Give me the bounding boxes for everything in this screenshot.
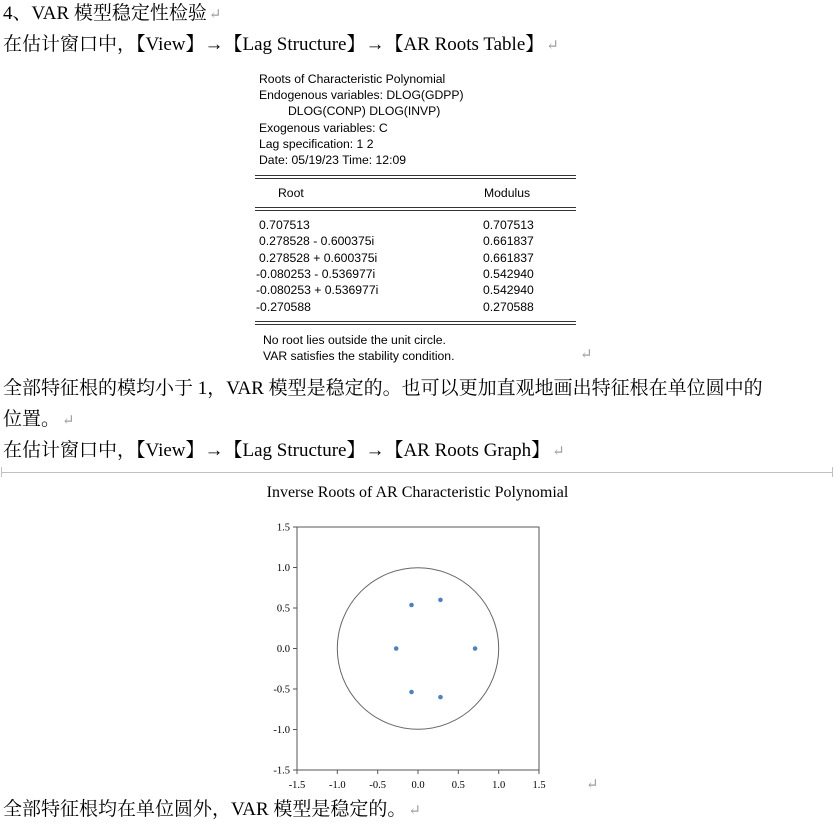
row-root: 0.278528 + 0.600375i: [259, 251, 378, 265]
paragraph-mark: ↵: [552, 444, 565, 460]
root-points: [394, 598, 478, 700]
y-tick-label: 1.5: [276, 522, 290, 534]
x-tick-label: 1.0: [492, 780, 506, 791]
table-title: Roots of Characteristic Polynomial: [259, 72, 446, 86]
x-tick-label: 0.5: [451, 780, 465, 791]
root-point: [409, 690, 414, 695]
header-modulus: Modulus: [484, 186, 531, 200]
stability-note-2: VAR satisfies the stability condition.: [263, 349, 455, 363]
paragraph-1-line-1: 全部特征根的模均小于 1，VAR 模型是稳定的。也可以更加直观地画出特征根在单位圆中的: [3, 378, 763, 399]
row-modulus: 0.542940: [483, 267, 534, 281]
x-axis: [297, 770, 539, 774]
y-tick-label: 1.0: [276, 563, 290, 574]
y-tick-label: -1.0: [273, 725, 290, 736]
date-time: Date: 05/19/23 Time: 12:09: [259, 153, 407, 167]
paragraph-mark: ↵: [586, 777, 599, 793]
paragraph-mark: ↵: [546, 38, 559, 54]
plot-frame: [297, 527, 539, 770]
endogenous-vars-cont: DLOG(CONP) DLOG(INVP): [288, 104, 441, 118]
conclusion-text: 全部特征根均在单位圆外，VAR 模型是稳定的。: [3, 799, 407, 820]
instruction-text: 在估计窗口中，【View】→【Lag Structure】→【AR Roots Table】: [3, 34, 545, 55]
x-tick-label: -1.5: [288, 780, 306, 791]
lag-spec: Lag specification: 1 2: [259, 137, 374, 151]
y-tick-label: -0.5: [273, 684, 290, 696]
paragraph-mark: ↵: [208, 7, 222, 23]
x-tick-label: 1.5: [532, 780, 546, 791]
header-root: Root: [278, 186, 304, 200]
row-modulus: 0.661837: [483, 251, 534, 265]
paragraph-text: 位置。: [3, 409, 61, 430]
y-axis: [293, 527, 297, 770]
y-tick-labels: [273, 523, 290, 777]
stability-note-1: No root lies outside the unit circle.: [263, 333, 446, 347]
y-tick-label: -1.5: [273, 765, 290, 777]
exogenous-vars: Exogenous variables: C: [259, 121, 388, 135]
paragraph-mark: ↵: [62, 413, 75, 429]
row-modulus: 0.542940: [483, 283, 534, 297]
y-tick-label: 0.0: [276, 644, 290, 655]
root-point: [473, 646, 478, 651]
row-modulus: 0.707513: [483, 218, 534, 232]
endogenous-vars: Endogenous variables: DLOG(GDPP): [259, 88, 464, 102]
root-point: [409, 603, 414, 608]
paragraph-mark: ↵: [408, 803, 421, 819]
root-point: [438, 695, 443, 700]
heading-text: 4、VAR 模型稳定性检验: [3, 3, 207, 24]
x-tick-label: -0.5: [369, 780, 387, 791]
conclusion: [3, 798, 421, 823]
row-modulus: 0.270588: [483, 300, 534, 314]
row-root: -0.080253 - 0.536977i: [256, 267, 376, 281]
chart-title: Inverse Roots of AR Characteristic Polynomial: [266, 484, 569, 501]
row-root: 0.278528 - 0.600375i: [259, 234, 375, 248]
x-tick-label: -1.0: [328, 780, 346, 791]
x-tick-label: 0.0: [411, 780, 425, 791]
row-root: 0.707513: [259, 218, 310, 232]
row-root: -0.080253 + 0.536977i: [256, 283, 379, 297]
root-point: [438, 598, 443, 603]
y-tick-label: 0.5: [276, 603, 290, 615]
row-root: -0.270588: [256, 300, 311, 314]
root-point: [394, 646, 399, 651]
instruction-text: 在估计窗口中，【View】→【Lag Structure】→【AR Roots Graph】: [3, 440, 551, 461]
paragraph-mark: ↵: [580, 347, 593, 363]
x-tick-labels: [289, 780, 546, 791]
row-modulus: 0.661837: [483, 234, 534, 248]
